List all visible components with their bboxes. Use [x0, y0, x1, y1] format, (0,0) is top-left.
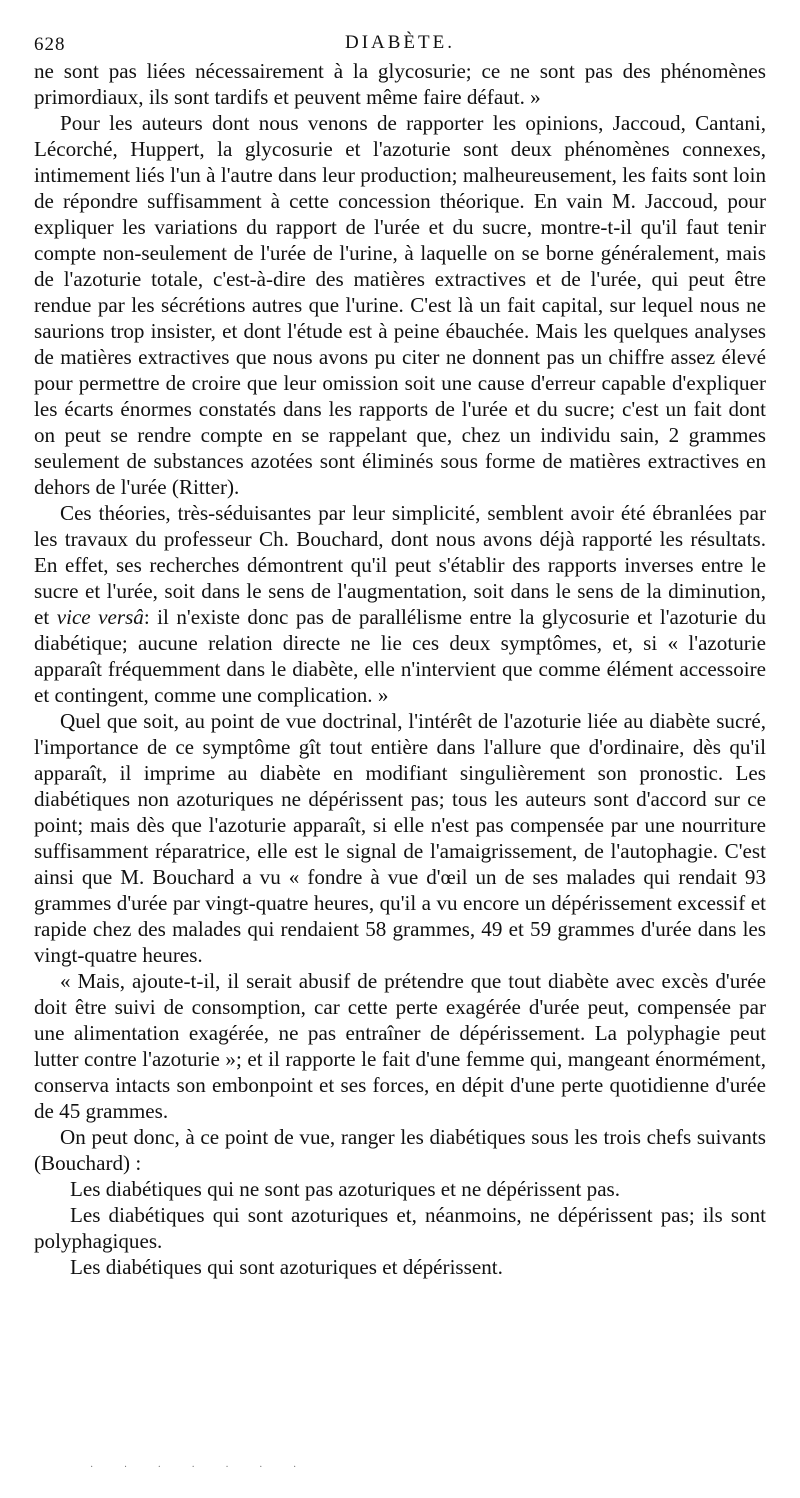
- paragraph-bouchard-works: [34, 500, 766, 708]
- paragraph-classification-intro: On peut donc, à ce point de vue, ranger les diabétiques sous les trois chefs suivants (Bouchard) :: [34, 1125, 766, 1175]
- paragraph-text-after: : il n'existe donc pas de parallélisme entre la glycosurie et l'azoturie du diabétique; aucune relation directe ne lie ces deux symptômes, et, si « l'azoturie apparaît fréquemment dans le diabète, elle n'intervient que comme élément accessoire et contingent, comme une complication. »: [34, 605, 767, 707]
- list-item-not-azoturic: Les diabétiques qui ne sont pas azoturiques et ne dépérissent pas.: [70, 1177, 621, 1201]
- body-text: [34, 58, 766, 1280]
- book-page: [34, 30, 766, 1280]
- list-item-azoturic-wasting: Les diabétiques qui sont azoturiques et dépérissent.: [70, 1255, 503, 1279]
- paragraph-theories-jaccoud: Pour les auteurs dont nous venons de rapporter les opinions, Jaccoud, Cantani, Lécorché, Huppert, la glycosurie et l'azoturie sont deux phénomènes connexes, intimement liés l'un à l'autre dans leur production; malheureusement, les faits sont loin de répondre suffisamment à cette concession théorique. En vain M. Jaccoud, pour expliquer les variations du rapport de l'urée et du sucre, montre-t-il qu'il faut tenir compte non-seulement de l'urée de l'urine, à laquelle on se borne généralement, mais de l'azoturie totale, c'est-à-dire des matières extractives et de l'urée, qui peut être rendue par les sécrétions autres que l'urine. C'est là un fait capital, sur lequel nous ne saurions trop insister, et dont l'étude est à peine ébauchée. Mais les quelques analyses de matières extractives que nous avons pu citer ne donnent pas un chiffre assez élevé pour permettre de croire que leur omission soit une cause d'erreur capable d'expliquer les écarts énormes constatés dans les rapports de l'urée et du sucre; c'est un fait dont on peut se rendre compte en se rappelant que, chez un individu sain, 2 grammes seulement de substances azotées sont éliminés sous forme de matières extractives en dehors de l'urée (Ritter).: [34, 111, 766, 499]
- paragraph-continuation: ne sont pas liées nécessairement à la glycosurie; ce ne sont pas des phénomènes primordiaux, ils sont tardifs et peuvent même faire défaut. »: [34, 59, 766, 109]
- list-item-azoturic-polyphagic: Les diabétiques qui sont azoturiques et, néanmoins, ne dépérissent pas; ils sont polyphagiques.: [34, 1203, 766, 1253]
- running-title: DIABÈTE.: [344, 32, 455, 53]
- emphasis-vice-versa: vice versâ: [56, 605, 144, 629]
- paragraph-prognosis: Quel que soit, au point de vue doctrinal, l'intérêt de l'azoturie liée au diabète sucré, l'importance de ce symptôme gît tout entière dans l'allure que d'ordinaire, dès qu'il apparaît, il imprime au diabète en modifiant singulièrement son pronostic. Les diabétiques non azoturiques ne dépérissent pas; tous les auteurs sont d'accord sur ce point; mais dès que l'azoturie apparaît, si elle n'est pas compensée par une nourriture suffisamment réparatrice, elle est le signal de l'amaigrissement, de l'autophagie. C'est ainsi que M. Bouchard a vu « fondre à vue d'œil un de ses malades qui rendait 93 grammes d'urée par vingt-quatre heures, qu'il a vu encore un dépérissement excessif et rapide chez des malades qui rendaient 58 grammes, 49 et 59 grammes d'urée dans les vingt-quatre heures.: [34, 709, 766, 967]
- paragraph-polyphagia: « Mais, ajoute-t-il, il serait abusif de prétendre que tout diabète avec excès d'urée doit être suivi de consomption, car cette perte exagérée d'urée peut, compensée par une alimentation exagérée, ne pas entraîner de dépérissement. La polyphagie peut lutter contre l'azoturie »; et il rapporte le fait d'une femme qui, mangeant énormément, conserva intacts son embonpoint et ses forces, en dépit d'une perte quotidienne d'urée de 45 grammes.: [34, 969, 766, 1123]
- page-header: [34, 30, 766, 56]
- footer-marks: · · · · · · ·: [90, 1462, 311, 1473]
- page-number: 628: [34, 34, 66, 55]
- paragraph-text-before: Ces théories, très-séduisantes par leur simplicité, semblent avoir été ébranlées par les travaux du professeur Ch. Bouchard, dont nous avons déjà rapporté les résultats. En effet, ses recherches démontrent qu'il peut s'établir des rapports inverses entre le sucre et l'urée, soit dans le sens de l'augmentation, soit dans le sens de la diminution, et: [34, 501, 766, 629]
